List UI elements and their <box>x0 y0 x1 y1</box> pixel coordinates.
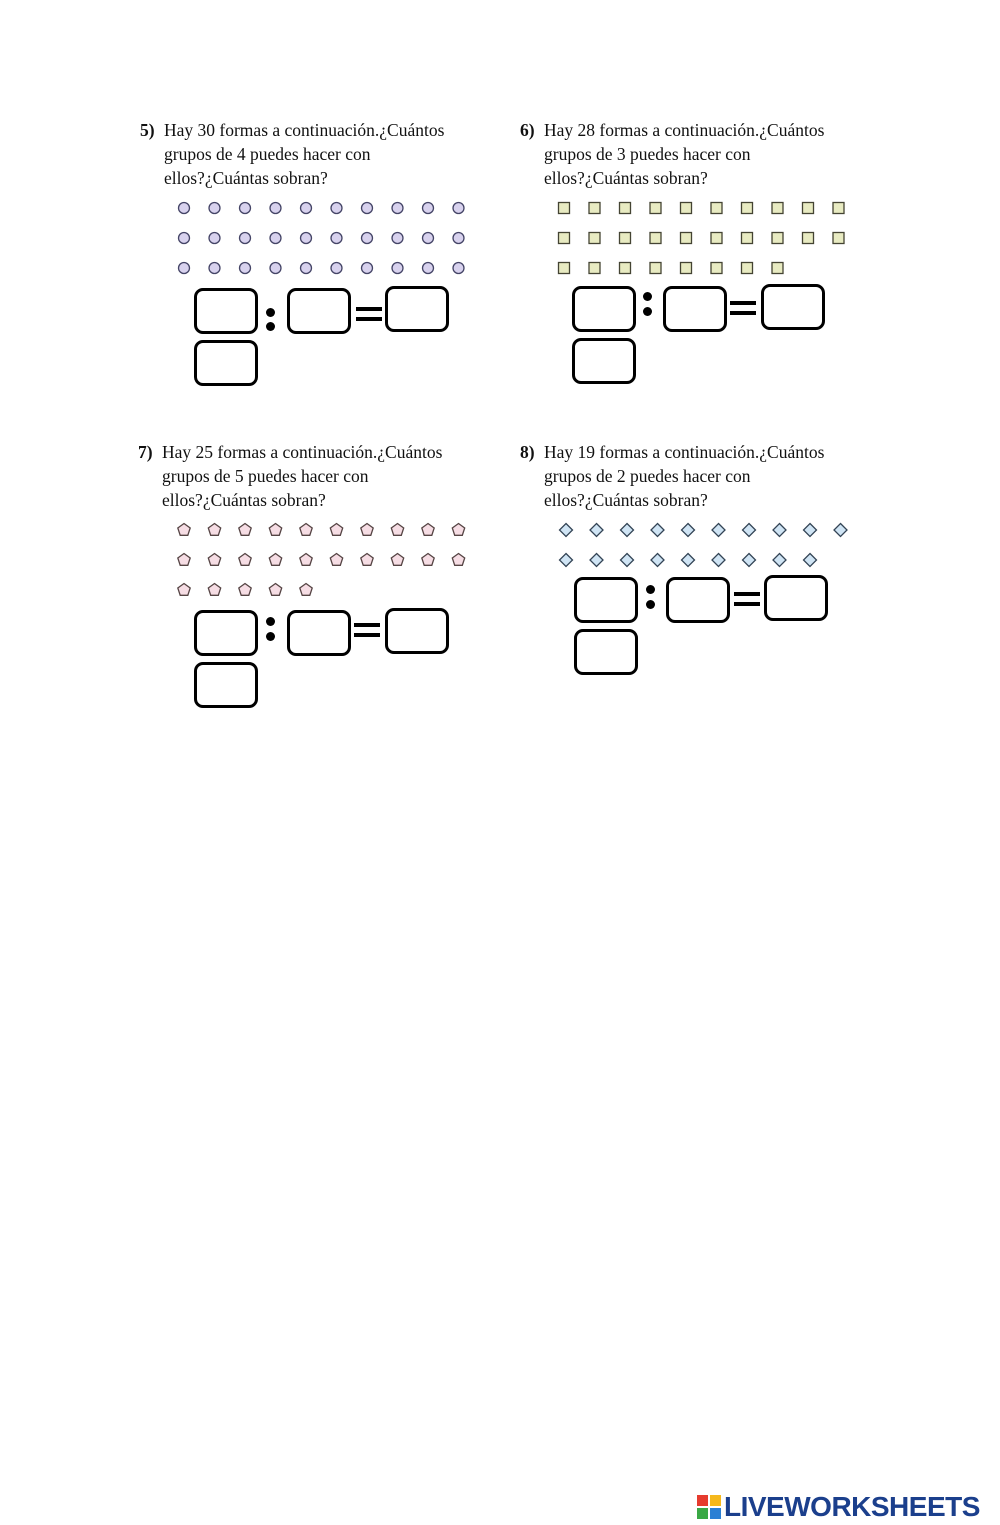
square-shape <box>589 203 600 214</box>
circle-shape <box>453 203 464 214</box>
square-shape <box>620 203 631 214</box>
dividend-answer-box[interactable] <box>194 610 258 656</box>
circle-shape <box>453 233 464 244</box>
logo-grid-icon <box>697 1495 721 1519</box>
remainder-answer-box[interactable] <box>194 662 258 708</box>
circle-shape <box>423 203 434 214</box>
pentagon-shape <box>330 554 342 566</box>
diamond-shape <box>651 524 664 537</box>
diamond-shape <box>773 524 786 537</box>
square-shape <box>589 233 600 244</box>
problem-text-line: Hay 30 formas a continuación.¿Cuántos <box>164 120 445 140</box>
circle-shape <box>392 263 403 274</box>
problem-text-line: ellos?¿Cuántas sobran? <box>164 168 328 188</box>
circle-shape <box>331 233 342 244</box>
diamond-shape <box>590 554 603 567</box>
liveworksheets-logo[interactable] <box>697 1490 980 1524</box>
circle-shape <box>209 233 220 244</box>
diamond-shape <box>621 554 634 567</box>
square-shape <box>620 263 631 274</box>
dividend-answer-box[interactable] <box>572 286 636 332</box>
pentagon-shape <box>300 584 312 596</box>
pentagon-shape <box>422 554 434 566</box>
problem-5-text <box>140 118 520 190</box>
quotient-answer-box[interactable] <box>761 284 825 330</box>
problem-text-line: grupos de 2 puedes hacer con <box>544 466 751 486</box>
pentagon-shape <box>452 524 464 536</box>
circle-shape <box>362 233 373 244</box>
divisor-answer-box[interactable] <box>666 577 730 623</box>
diamond-shape <box>621 524 634 537</box>
problem-number: 6) <box>520 120 535 140</box>
diamond-shape <box>804 554 817 567</box>
pentagon-shape <box>422 524 434 536</box>
quotient-answer-box[interactable] <box>764 575 828 621</box>
pentagon-shape <box>208 584 220 596</box>
pentagon-shape <box>178 584 190 596</box>
circle-shape <box>331 263 342 274</box>
pentagon-shape <box>178 524 190 536</box>
square-shape <box>742 203 753 214</box>
square-shape <box>681 233 692 244</box>
circle-shape <box>209 203 220 214</box>
circle-shape <box>362 203 373 214</box>
shape-grid <box>170 198 490 278</box>
remainder-answer-box[interactable] <box>574 629 638 675</box>
circle-shape <box>240 203 251 214</box>
diamond-shape <box>743 554 756 567</box>
pentagon-shape <box>300 554 312 566</box>
divisor-answer-box[interactable] <box>287 288 351 334</box>
shape-grid <box>170 520 490 600</box>
pentagon-shape <box>178 554 190 566</box>
diamond-shape <box>834 524 847 537</box>
pentagon-shape <box>239 524 251 536</box>
square-shape <box>772 233 783 244</box>
problem-6-text <box>520 118 900 190</box>
quotient-answer-box[interactable] <box>385 286 449 332</box>
square-shape <box>681 203 692 214</box>
square-shape <box>650 203 661 214</box>
pentagon-shape <box>269 554 281 566</box>
pentagon-shape <box>361 554 373 566</box>
diamond-shape <box>773 554 786 567</box>
circle-shape <box>301 233 312 244</box>
diamond-shape <box>651 554 664 567</box>
square-shape <box>833 233 844 244</box>
remainder-answer-box[interactable] <box>194 340 258 386</box>
problem-8-text <box>520 440 900 512</box>
problem-number: 5) <box>140 120 155 140</box>
square-shape <box>742 233 753 244</box>
square-shape <box>711 233 722 244</box>
circle-shape <box>301 203 312 214</box>
problem-number: 7) <box>138 442 153 462</box>
circle-shape <box>301 263 312 274</box>
pentagon-shape <box>208 554 220 566</box>
square-shape <box>650 233 661 244</box>
circle-shape <box>362 263 373 274</box>
circle-shape <box>179 233 190 244</box>
square-shape <box>772 263 783 274</box>
circle-shape <box>423 263 434 274</box>
remainder-answer-box[interactable] <box>572 338 636 384</box>
square-shape <box>711 203 722 214</box>
circle-shape <box>270 203 281 214</box>
square-shape <box>589 263 600 274</box>
circle-shape <box>240 263 251 274</box>
problem-text-line: grupos de 3 puedes hacer con <box>544 144 751 164</box>
square-shape <box>772 203 783 214</box>
problem-text-line: ellos?¿Cuántas sobran? <box>544 490 708 510</box>
circle-shape <box>179 203 190 214</box>
square-shape <box>803 203 814 214</box>
dividend-answer-box[interactable] <box>574 577 638 623</box>
problem-text-line: grupos de 4 puedes hacer con <box>164 144 371 164</box>
circle-shape <box>209 263 220 274</box>
quotient-answer-box[interactable] <box>385 608 449 654</box>
pentagon-shape <box>269 524 281 536</box>
pentagon-shape <box>452 554 464 566</box>
problem-text-line: Hay 28 formas a continuación.¿Cuántos <box>544 120 825 140</box>
circle-shape <box>392 233 403 244</box>
problem-text-line: Hay 25 formas a continuación.¿Cuántos <box>162 442 443 462</box>
circle-shape <box>270 233 281 244</box>
pentagon-shape <box>269 584 281 596</box>
circle-shape <box>392 203 403 214</box>
brand-name: LIVEWORKSHEETS <box>724 1491 980 1522</box>
circle-shape <box>453 263 464 274</box>
circle-shape <box>179 263 190 274</box>
square-shape <box>559 263 570 274</box>
pentagon-shape <box>239 584 251 596</box>
diamond-shape <box>712 554 725 567</box>
problem-text-line: ellos?¿Cuántas sobran? <box>162 490 326 510</box>
pentagon-shape <box>330 524 342 536</box>
square-shape <box>559 233 570 244</box>
diamond-shape <box>590 524 603 537</box>
square-shape <box>711 263 722 274</box>
pentagon-shape <box>239 554 251 566</box>
circle-shape <box>270 263 281 274</box>
problem-7-text <box>138 440 518 512</box>
circle-shape <box>331 203 342 214</box>
diamond-shape <box>682 554 695 567</box>
problem-number: 8) <box>520 442 535 462</box>
pentagon-shape <box>300 524 312 536</box>
pentagon-shape <box>208 524 220 536</box>
pentagon-shape <box>361 524 373 536</box>
pentagon-shape <box>391 524 403 536</box>
diamond-shape <box>682 524 695 537</box>
circle-shape <box>240 233 251 244</box>
square-shape <box>803 233 814 244</box>
square-shape <box>742 263 753 274</box>
diamond-shape <box>560 524 573 537</box>
diamond-shape <box>560 554 573 567</box>
diamond-shape <box>804 524 817 537</box>
square-shape <box>650 263 661 274</box>
pentagon-shape <box>391 554 403 566</box>
problem-text-line: Hay 19 formas a continuación.¿Cuántos <box>544 442 825 462</box>
diamond-shape <box>743 524 756 537</box>
problem-text-line: grupos de 5 puedes hacer con <box>162 466 369 486</box>
problem-text-line: ellos?¿Cuántas sobran? <box>544 168 708 188</box>
square-shape <box>833 203 844 214</box>
divisor-answer-box[interactable] <box>287 610 351 656</box>
square-shape <box>559 203 570 214</box>
shape-grid <box>550 198 880 278</box>
circle-shape <box>423 233 434 244</box>
diamond-shape <box>712 524 725 537</box>
shape-grid <box>552 520 882 580</box>
divisor-answer-box[interactable] <box>663 286 727 332</box>
square-shape <box>620 233 631 244</box>
square-shape <box>681 263 692 274</box>
dividend-answer-box[interactable] <box>194 288 258 334</box>
